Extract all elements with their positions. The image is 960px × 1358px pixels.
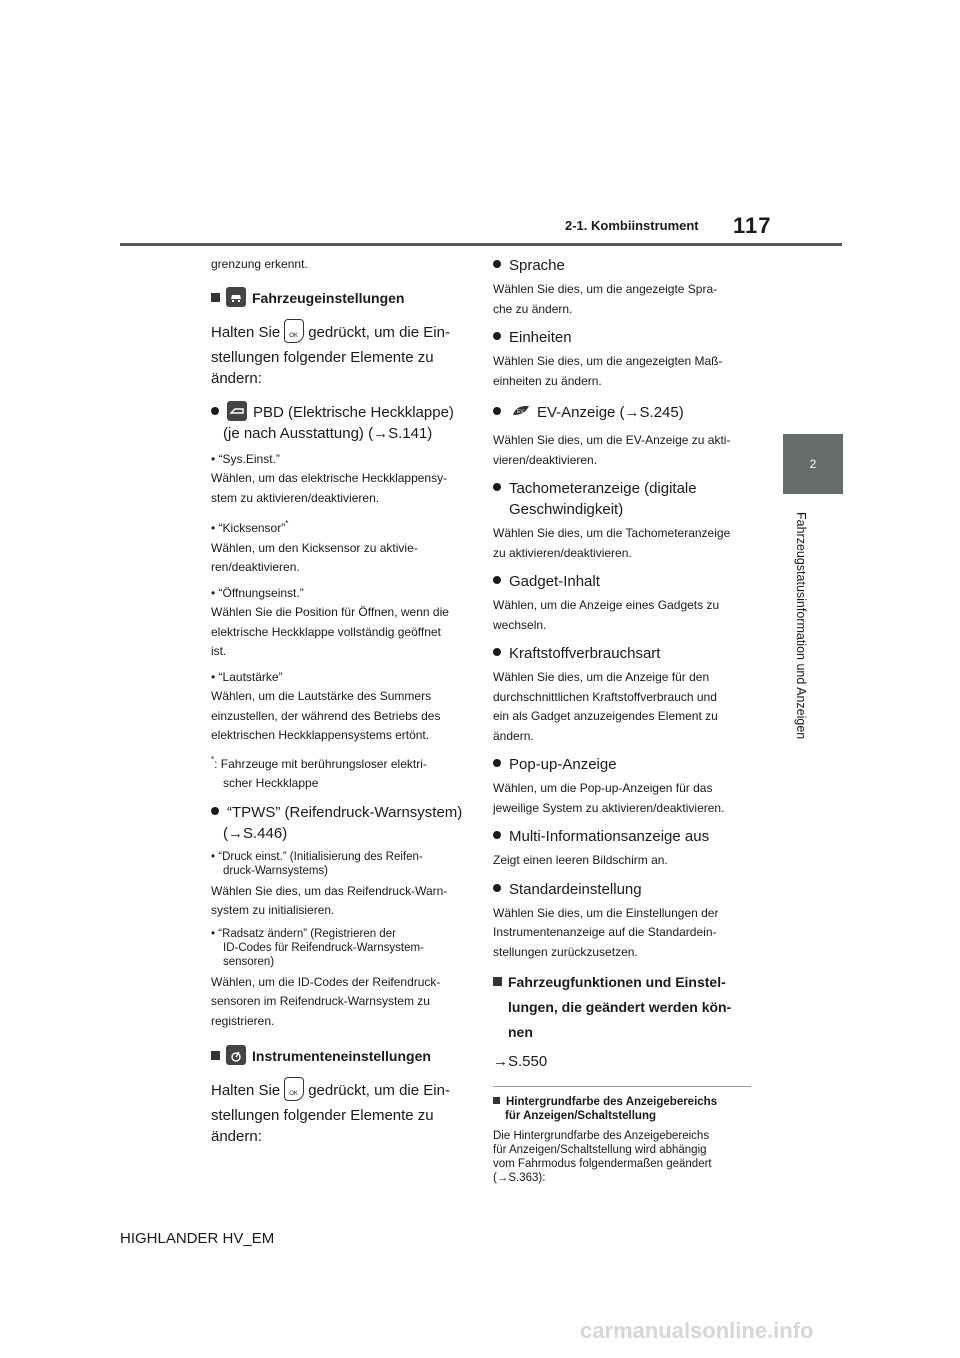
init-label-2: druck-Warnsystems) — [223, 864, 328, 877]
init-text: Wählen Sie dies, um das Reifendruck-Warn- — [211, 883, 448, 898]
fuel-text-4: ändern. — [493, 728, 534, 743]
wheelset-label-2: ID-Codes für Reifendruck-Warnsystem- — [223, 941, 424, 954]
section-title: 2-1. Kombiinstrument — [565, 218, 699, 233]
bullet-icon — [493, 332, 501, 340]
instrument-settings-text: Halten Sie OK gedrückt, um die Ein- — [211, 1077, 463, 1101]
sys-text-2: stem zu aktivieren/deaktivieren. — [211, 490, 380, 505]
chapter-number: 2 — [809, 457, 817, 471]
ev-item: EV EV-Anzeige (→S.245) — [493, 401, 751, 423]
mid-off-text: Zeigt einen leeren Bildschirm an. — [493, 853, 668, 867]
popup-text-2: jeweilige System zu aktivieren/deaktivieren. — [493, 800, 725, 815]
gauge-settings-icon — [226, 1045, 246, 1065]
default-text-3: stellungen zurückzusetzen. — [493, 944, 638, 959]
tacho-item-line2: Geschwindigkeit) — [509, 501, 624, 518]
mid-off-item: Multi-Informationsanzeige aus — [493, 826, 751, 847]
background-heading-2: für Anzeigen/Schaltstellung — [505, 1110, 657, 1122]
square-bullet-icon — [211, 293, 220, 302]
svg-text:EV: EV — [517, 409, 524, 415]
square-bullet-icon — [493, 1097, 500, 1104]
background-text-2: für Anzeigen/Schaltstellung wird abhängig — [493, 1144, 707, 1156]
wheelset-label-3: sensoren) — [223, 955, 275, 968]
pbd-item-line2: (je nach Ausstattung) (→S.141) — [223, 424, 433, 442]
bullet-icon — [493, 407, 501, 415]
vehicle-settings-text-3: ändern: — [211, 369, 262, 387]
tpws-item: “TPWS” (Reifendruck-Warnsystem) — [211, 802, 463, 823]
right-column — [493, 255, 751, 1185]
background-text-3: vom Fahrmodus folgendermaßen geändert — [493, 1158, 712, 1170]
kick-text-2: ren/deaktivieren. — [211, 560, 300, 574]
ok-button-icon: OK — [284, 1077, 304, 1101]
ev-text: Wählen Sie dies, um die EV-Anzeige zu akti- — [493, 433, 731, 447]
chapter-tab — [783, 434, 843, 494]
sys-text: Wählen, um das elektrische Heckklappensy- — [211, 471, 448, 485]
pbd-item: PBD (Elektrische Heckklappe) — [211, 401, 463, 423]
sys-label: • “Sys.Einst.” — [211, 451, 280, 466]
functions-heading: Fahrzeugfunktionen und Einstel- — [493, 972, 751, 993]
vehicle-settings-heading: Fahrzeugeinstellungen — [211, 287, 463, 309]
kick-text: Wählen, um den Kicksensor zu aktivie- — [211, 540, 418, 555]
watermark: carmanualsonline.info — [580, 1318, 814, 1343]
tacho-text-2: zu aktivieren/deaktivieren. — [493, 545, 632, 560]
language-item: Sprache — [493, 255, 751, 276]
wheelset-label: • “Radsatz ändern” (Registrieren der — [211, 927, 396, 940]
popup-text: Wählen, um die Pop-up-Anzeigen für das — [493, 781, 713, 795]
init-label: • “Druck einst.” (Initialisierung des Reifen- — [211, 850, 423, 863]
tacho-text: Wählen Sie dies, um die Tachometeranzeige — [493, 526, 731, 540]
ev-text-2: vieren/deaktivieren. — [493, 452, 598, 467]
instrument-settings-heading: Instrumenteneinstellungen — [211, 1045, 463, 1067]
bullet-icon — [493, 483, 501, 491]
gadget-text: Wählen, um die Anzeige eines Gadgets zu — [493, 598, 720, 612]
gadget-item: Gadget-Inhalt — [493, 571, 751, 592]
init-text-2: system zu initialisieren. — [211, 903, 335, 917]
chapter-title-vertical: Fahrzeugstatusinformation und Anzeigen — [794, 512, 808, 740]
volume-label: • “Lautstärke” — [211, 669, 283, 684]
fuel-text: Wählen Sie dies, um die Anzeige für den — [493, 670, 710, 684]
bullet-icon — [493, 884, 501, 892]
functions-heading-2: lungen, die geändert werden kön- — [508, 999, 732, 1015]
section-rule — [493, 1086, 751, 1087]
open-text: Wählen Sie die Position für Öffnen, wenn die — [211, 605, 449, 619]
fuel-item: Kraftstoffverbrauchsart — [493, 643, 751, 664]
popup-item: Pop-up-Anzeige — [493, 754, 751, 775]
wheelset-text-3: registrieren. — [211, 1013, 275, 1028]
square-bullet-icon — [211, 1051, 220, 1060]
footnote: *: Fahrzeuge mit berührungsloser elektri- — [211, 754, 427, 771]
fuel-text-2: durchschnittlichen Kraftstoffverbrauch und — [493, 689, 717, 704]
ok-button-icon: OK — [284, 319, 304, 343]
left-column — [211, 255, 463, 1147]
bullet-icon — [493, 831, 501, 839]
background-text: Die Hintergrundfarbe des Anzeigebereichs — [493, 1130, 710, 1142]
instrument-settings-text-3: ändern: — [211, 1128, 262, 1145]
language-text-2: che zu ändern. — [493, 301, 573, 316]
open-text-2: elektrische Heckklappe vollständig geöffnet — [211, 624, 441, 639]
wheelset-text-2: sensoren im Reifendruck-Warnsystem zu — [211, 994, 430, 1008]
tacho-item: Tachometeranzeige (digitale — [493, 478, 751, 499]
volume-text-3: elektrischen Heckklappensystems ertönt. — [211, 728, 430, 742]
default-item: Standardeinstellung — [493, 879, 751, 900]
volume-text-2: einzustellen, der während des Betriebs des — [211, 708, 441, 723]
vehicle-settings-text-2: stellungen folgender Elemente zu — [211, 348, 434, 366]
functions-heading-3: nen — [508, 1024, 533, 1040]
background-text-4: (→S.363): — [493, 1172, 546, 1184]
page-number: 117 — [733, 213, 772, 238]
units-item: Einheiten — [493, 327, 751, 348]
wheelset-text: Wählen, um die ID-Codes der Reifendruck- — [211, 974, 441, 989]
bullet-icon — [211, 407, 219, 415]
background-heading: Hintergrundfarbe des Anzeigebereichs — [493, 1095, 751, 1109]
ev-icon — [509, 401, 531, 421]
tailgate-icon — [227, 401, 247, 421]
footer-model: HIGHLANDER HV_EM — [120, 1230, 275, 1247]
header-rule — [120, 243, 842, 246]
default-text-2: Instrumentenanzeige auf die Standardein- — [493, 925, 717, 939]
kick-label: • “Kicksensor”* — [211, 519, 289, 535]
instrument-settings-text-2: stellungen folgender Elemente zu — [211, 1107, 434, 1124]
fuel-text-3: ein als Gadget anzuzeigendes Element zu — [493, 709, 718, 723]
bullet-icon — [493, 648, 501, 656]
bullet-icon — [493, 576, 501, 584]
functions-ref: →S.550 — [493, 1053, 548, 1070]
footnote-2: scher Heckklappe — [223, 776, 319, 790]
bullet-icon — [211, 807, 219, 815]
open-text-3: ist. — [211, 644, 227, 658]
bullet-icon — [493, 260, 501, 268]
default-text: Wählen Sie dies, um die Einstellungen der — [493, 905, 719, 920]
gadget-text-2: wechseln. — [493, 617, 547, 632]
vehicle-settings-text: Halten Sie OK gedrückt, um die Ein- — [211, 319, 463, 343]
volume-text: Wählen, um die Lautstärke des Summers — [211, 689, 432, 703]
open-label: • “Öffnungseinst.” — [211, 585, 304, 600]
units-text: Wählen Sie dies, um die angezeigten Maß- — [493, 354, 723, 368]
car-settings-icon — [226, 287, 246, 307]
units-text-2: einheiten zu ändern. — [493, 373, 602, 388]
intro-text: grenzung erkennt. — [211, 257, 308, 271]
bullet-icon — [493, 759, 501, 767]
language-text: Wählen Sie dies, um die angezeigte Spra- — [493, 282, 718, 296]
tpws-item-line2: (→S.446) — [223, 824, 288, 842]
square-bullet-icon — [493, 977, 502, 986]
